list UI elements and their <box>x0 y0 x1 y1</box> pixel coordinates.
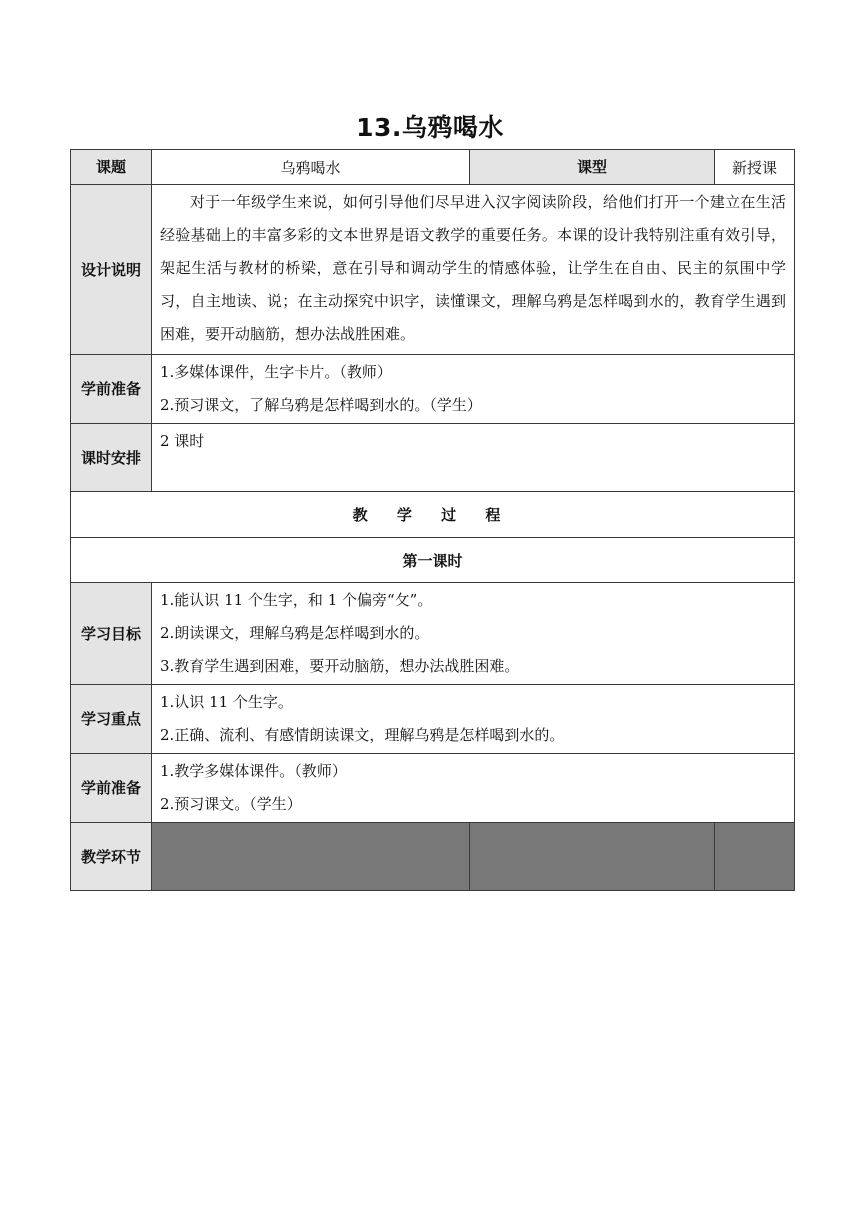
header-row <box>71 150 795 185</box>
steps-cell <box>470 823 715 891</box>
schedule-label: 课时安排 <box>71 424 152 492</box>
lesson-preparation-item: 2.预习课文。（学生） <box>160 795 302 813</box>
goals-label: 学习目标 <box>71 583 152 685</box>
lesson-preparation-row <box>71 754 795 823</box>
schedule-value <box>152 424 795 492</box>
preparation-row <box>71 355 795 424</box>
goal-item: 2.朗读课文，理解乌鸦是怎样喝到水的。 <box>160 624 430 642</box>
first-lesson-heading: 第一课时 <box>71 538 795 583</box>
page-title: 13.乌鸦喝水 <box>356 113 504 142</box>
topic-value: 乌鸦喝水 <box>152 150 470 185</box>
goals-row <box>71 583 795 685</box>
design-label: 设计说明 <box>71 185 152 355</box>
schedule-row <box>71 424 795 492</box>
goals-items <box>152 583 795 685</box>
schedule-text: 2 课时 <box>160 432 205 450</box>
steps-cell <box>152 823 470 891</box>
first-lesson-heading-row <box>71 538 795 583</box>
process-heading: 教 学 过 程 <box>71 492 795 538</box>
preparation-item: 2.预习课文，了解乌鸦是怎样喝到水的。（学生） <box>160 396 482 414</box>
lesson-plan-table <box>70 149 795 891</box>
design-text: 对于一年级学生来说，如何引导他们尽早进入汉字阅读阶段，给他们打开一个建立在生活经验基础上的丰富多彩的文本世界是语文教学的重要任务。本课的设计我特别注重有效引导，架起生活与教材的桥梁，意在引导和调动学生的情感体验，让学生在自由、民主的氛围中学习，自主地读、说；在主动探究中识字，读懂课文，理解乌鸦是怎样喝到水的，教育学生遇到困难，要开动脑筋，想办法战胜困难。 <box>160 193 787 343</box>
design-text-cell <box>152 185 795 355</box>
steps-cell <box>715 823 795 891</box>
focus-item: 1.认识 11 个生字。 <box>160 693 293 711</box>
focus-row <box>71 685 795 754</box>
process-heading-row <box>71 492 795 538</box>
type-label: 课型 <box>470 150 715 185</box>
goal-item: 1.能认识 11 个生字，和 1 个偏旁“攵”。 <box>160 591 433 609</box>
preparation-items <box>152 355 795 424</box>
lesson-preparation-item: 1.教学多媒体课件。（教师） <box>160 762 347 780</box>
lesson-preparation-items <box>152 754 795 823</box>
focus-items <box>152 685 795 754</box>
steps-row <box>71 823 795 891</box>
focus-item: 2.正确、流利、有感情朗读课文，理解乌鸦是怎样喝到水的。 <box>160 726 565 744</box>
topic-label: 课题 <box>71 150 152 185</box>
steps-label: 教学环节 <box>71 823 152 891</box>
type-value: 新授课 <box>715 150 795 185</box>
focus-label: 学习重点 <box>71 685 152 754</box>
preparation-item: 1.多媒体课件，生字卡片。（教师） <box>160 363 392 381</box>
design-row <box>71 185 795 355</box>
preparation-label: 学前准备 <box>71 355 152 424</box>
goal-item: 3.教育学生遇到困难，要开动脑筋，想办法战胜困难。 <box>160 657 520 675</box>
lesson-preparation-label: 学前准备 <box>71 754 152 823</box>
